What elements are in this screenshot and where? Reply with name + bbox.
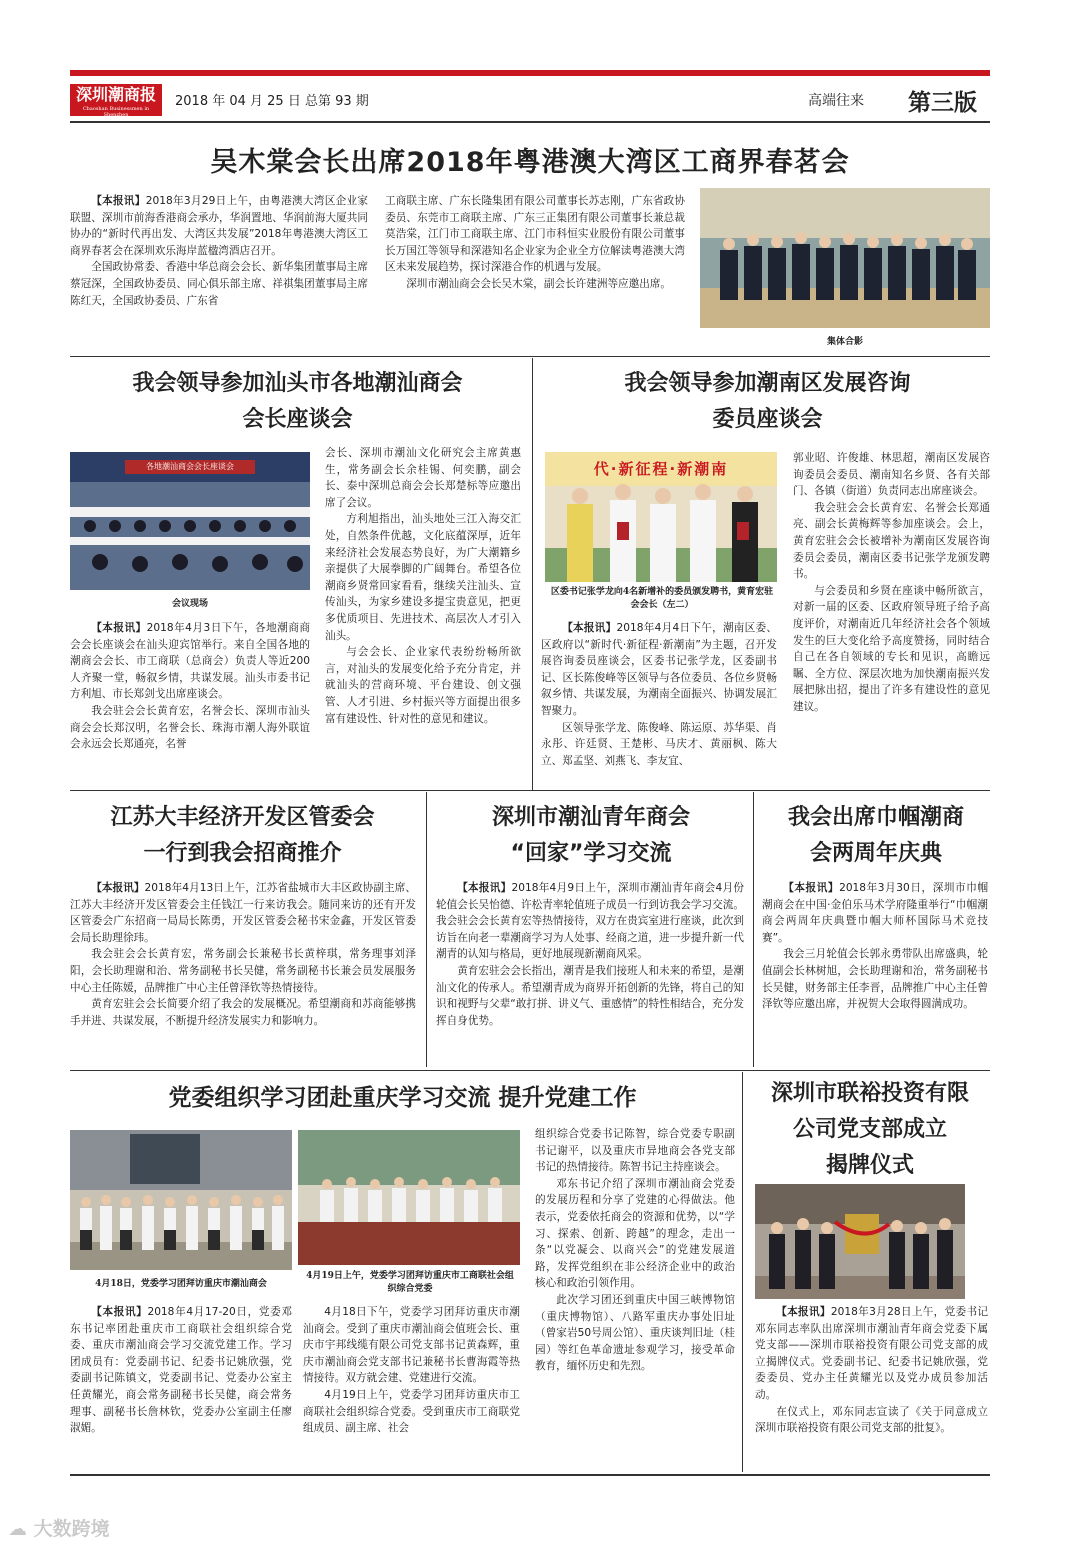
article-5-paragraph: 2018年4月9日上午，深圳市潮汕青年商会4月份轮值会长吴怡德、许松青率轮值班子成员一行到访我会学习交流。我会驻会会长黄育宏等热情接待，双方在贵宾室进行座谈，此次到访旨在向老一辈潮商学习为人处事、经商之道，进一步提升新一代潮青的认知与格局，更好地展现新潮商风采。 <box>436 882 744 961</box>
byline-tag: 【本报讯】 <box>562 622 617 634</box>
article-7-paragraph: 此次学习团还到重庆中国三峡博物馆（重庆博物馆）、八路军重庆办事处旧址（曾家岩50号周公馆）、重庆谈判旧址（桂园）等红色革命遗址参观学习，接受革命教育，缅怀历史和先烈。 <box>535 1293 735 1373</box>
article-6-paragraph: 我会三月轮值会长郭永勇带队出席盛典，轮值副会长林树旭，会长助理谢和治，常务副秘书长吴健，财务部主任李晋，品牌推广中心主任曾泽钦等应邀出席，并祝贺大会取得圆满成功。 <box>762 948 988 1011</box>
article-4-paragraph: 我会驻会会长黄育宏，常务副会长兼秘书长黄梓琪，常务理事刘泽阳，会长助理谢和治、常务副秘书长吴健，常务副秘书长兼会员发展服务中心主任陈媛，品牌推广中心主任曾泽钦等热情接待。 <box>70 948 416 994</box>
header-red-bar <box>70 70 990 76</box>
watermark-icon: ☁ <box>8 1518 34 1540</box>
headline-line: 深圳市潮汕青年商会 <box>491 805 690 830</box>
ceremony-photo-caption: 区委书记张学龙向4名新增补的委员颁发聘书，黄育宏驻会会长（左二） <box>550 587 774 610</box>
meeting-photo <box>70 452 310 590</box>
group-photo-caption: 集体合影 <box>826 337 863 347</box>
masthead-subtitle: Chaoshan Businessmen in Shenzhen <box>82 106 150 118</box>
article-7-paragraph: 4月19日上午，党委学习团拜访重庆市工商联社会组织综合党委。受到重庆市工商联党组成员、副主席、社会 <box>303 1388 520 1435</box>
ceremony-photo <box>545 452 777 582</box>
byline-tag: 【本报讯】 <box>91 622 147 634</box>
column-rule <box>532 358 533 790</box>
chongqing-visit-photo-2 <box>298 1130 520 1265</box>
column-rule <box>426 792 427 1067</box>
article-1-paragraph: 深圳市潮汕商会会长吴木棠，副会长许建洲等应邀出席。 <box>406 277 672 290</box>
article-3-column-2 <box>793 450 990 785</box>
article-4-body <box>70 880 416 1065</box>
section-rule <box>70 356 990 357</box>
headline-line: 会长座谈会 <box>242 407 353 432</box>
article-7-paragraph: 组织综合党委书记陈智，综合党委专职副书记谢平，以及重庆市异地商会各党支部书记的热情接待。陈智书记主持座谈会。 <box>535 1128 735 1174</box>
meeting-banner-text: 各地潮汕商会会长座谈会 <box>146 462 234 471</box>
article-3-column-1 <box>541 620 777 785</box>
article-3-paragraph: 我会驻会会长黄育宏、名誉会长郑通亮、副会长黄梅辉等参加座谈会。会上，黄育宏驻会会长被增补为潮南区发展咨询委员会委员，潮南区委书记张学龙颁发聘书。 <box>793 501 990 581</box>
article-2-paragraph: 会长、深圳市潮汕文化研究会主席黄惠生，常务副会长余桂锡、何奕鹏，副会长、泰中深圳总商会会长郑楚标等应邀出席了会议。 <box>325 447 521 509</box>
article-4-paragraph: 2018年4月13日上午，江苏省盐城市大丰区政协副主席、江苏大丰经济开发区管委会主任钱江一行来访我会。随同来访的还有开发区管委会广东招商一局局长陈勇，开发区管委会秘书宋金鑫，开发区管委会局长助理徐玮。 <box>70 882 416 944</box>
article-7-column-2 <box>303 1304 520 1469</box>
byline-tag: 【本报讯】 <box>783 882 840 894</box>
chongqing-visit-photo-1 <box>70 1130 292 1270</box>
article-2-paragraph: 2018年4月3日下午，各地潮商商会会长座谈会在汕头迎宾馆举行。来自全国各地的潮商会会长、市工商联（总商会）负责人等近200人齐聚一堂，畅叙乡情，共谋发展。汕头市委书记方利旭、市长郑剑戈出席座谈会。 <box>70 622 310 701</box>
headline-line: 一行到我会招商推介 <box>143 841 342 866</box>
article-6-paragraph: 2018年3月30日，深圳市巾帼潮商会在中国·金伯乐马术学府隆重举行“巾帼潮商会两周年庆典暨巾帼大师杯国际马术竞技赛”。 <box>762 882 988 944</box>
watermark-text: 大数跨境 <box>33 1518 110 1540</box>
article-8-headline <box>750 1076 990 1184</box>
headline-line: 江苏大丰经济开发区管委会 <box>110 805 375 830</box>
article-3-paragraph: 与会委员和乡贤在座谈中畅所欲言，对新一届的区委、区政府领导班子给予高度评价，对潮南近几年经济社会各个领域发生的巨大变化给予高度赞扬，同时结合自己在各自领域的专长和见识，高瞻远瞩、全方位、深层次地为加快潮南振兴发展把脉出招，提出了许多有建设性的意见建议。 <box>793 584 990 713</box>
byline-tag: 【本报讯】 <box>91 1306 148 1318</box>
watermark <box>8 1514 110 1541</box>
header-rule <box>70 121 990 123</box>
headline-line: 我会出席巾帼潮商 <box>787 805 964 830</box>
article-4-headline <box>70 800 415 872</box>
column-rule <box>742 1072 743 1472</box>
article-1-paragraph: 工商联主席、广东长隆集团有限公司董事长苏志刚，广东省政协委员、东莞市工商联主席、广东三正集团有限公司董事长兼总裁莫浩棠，江门市工商联主席、江门市科恒实业股份有限公司董事长万国江等领导和深港知名企业家为企业全方位解读粤港澳大湾区未来发展趋势，探讨深港合作的机遇与发展。 <box>385 195 685 274</box>
unveiling-photo <box>755 1184 965 1299</box>
article-3-paragraph: 2018年4月4日下午，潮南区委、区政府以“新时代·新征程·新潮南”为主题，召开发展咨询委员座谈会，区委书记张学龙，区委副书记、区长陈俊峰等区领导与各位委员、各位乡贤畅叙乡情、共谋发展，为潮南全面振兴、协调发展汇智聚力。 <box>541 622 777 717</box>
article-8-paragraph: 2018年3月28日上午，党委书记邓东同志率队出席深圳市潮汕青年商会党委下属党支部——深圳市联裕投资有限公司党支部的成立揭牌仪式。党委副书记、纪委书记姚欣强，党委委员、党办主任黄耀光以及党办成员参加活动。 <box>755 1306 988 1401</box>
section-rule <box>70 1070 990 1071</box>
headline-line: 公司党支部成立 <box>792 1117 947 1142</box>
article-6-headline <box>762 800 990 872</box>
ceremony-banner-text: 代·新征程·新潮南 <box>593 460 729 478</box>
article-2-column-2 <box>325 445 521 787</box>
group-photo <box>700 188 990 328</box>
byline-tag: 【本报讯】 <box>91 882 145 894</box>
byline-tag: 【本报讯】 <box>91 195 146 207</box>
article-8-paragraph: 在仪式上，邓东同志宣读了《关于同意成立深圳市联裕投资有限公司党支部的批复》。 <box>755 1405 988 1435</box>
headline-line: 我会领导参加汕头市各地潮汕商会 <box>132 371 463 396</box>
footer-rule <box>70 1474 990 1476</box>
page-number: 第三版 <box>908 90 977 116</box>
headline-line: 委员座谈会 <box>712 407 823 432</box>
chongqing-photo-2-caption: 4月19日上午，党委学习团拜访重庆市工商联社会组织综合党委 <box>306 1271 514 1294</box>
article-3-paragraph: 区领导张学龙、陈俊峰、陈运原、苏华渠、肖永彤、许廷贤、王楚彬、马庆才、黄丽枫、陈大立、郑孟坚、刘燕飞、李友宜、 <box>541 721 777 767</box>
article-8-body <box>755 1304 988 1469</box>
masthead-title: 深圳潮商报 <box>75 85 156 104</box>
article-1-headline: 吴木棠会长出席2018年粤港澳大湾区工商界春茗会 <box>210 147 850 178</box>
headline-line: 揭牌仪式 <box>825 1153 914 1178</box>
article-3-headline <box>545 366 990 438</box>
article-2-paragraph: 与会会长、企业家代表纷纷畅所欲言，对汕头的发展变化给予充分肯定，并就汕头的营商环境、平台建设、创文强管、人才引进、乡村振兴等方面提出很多富有建设性、针对性的意见和建议。 <box>325 646 521 725</box>
headline-line: “回家”学习交流 <box>510 841 672 866</box>
column-rule <box>753 792 754 1067</box>
article-7-paragraph: 邓东书记介绍了深圳市潮汕商会党委的发展历程和分享了党建的心得做法。他表示，党委依托商会的资源和优势，以“学习、探索、创新、跨越”的理念，走出一条“以党凝会、以商兴会”的党建发展道路，发挥党组织在非公经济企业中的政治核心和政治引领作用。 <box>535 1177 735 1290</box>
headline-line: 我会领导参加潮南区发展咨询 <box>624 371 911 396</box>
article-2-paragraph: 方利旭指出，汕头地处三江入海交汇处，自然条件优越，文化底蕴深厚，近年来经济社会发展态势良好，为广大潮籍乡亲提供了大展拳脚的广阔舞台。希望各位潮商乡贤常回家看看，继续关注汕头、宣传汕头，为家乡建设多提宝贵意见，把更多优质项目、先进技术、高层次人才引入汕头。 <box>325 513 521 642</box>
article-1-paragraph: 全国政协常委、香港中华总商会会长、新华集团董事局主席蔡冠深，全国政协委员、同心俱乐部主席、祥祺集团董事局主席陈红天，全国政协委员、广东省 <box>70 261 368 307</box>
byline-tag: 【本报讯】 <box>457 882 512 894</box>
section-name: 高端往来 <box>808 93 864 109</box>
article-7-paragraph: 2018年4月17-20日，党委邓东书记率团赴重庆市工商联社会组织综合党委、重庆市潮汕商会学习交流党建工作。学习团成员有：党委副书记、纪委书记姚欣强，党委副书记陈镇文，党委副书记、党委办公室主任黄耀光，商会常务副秘书长吴健，商会常务理事、副秘书长詹林钦，党委办公室副主任廖淑媚。 <box>70 1306 292 1435</box>
article-3-paragraph: 郭业昭、许俊雄、林思超，潮南区发展咨询委员会委员、潮南知名乡贤、各有关部门、各镇（街道）负责同志出席座谈会。 <box>793 452 990 498</box>
article-7-column-1 <box>70 1304 292 1469</box>
article-6-body <box>762 880 988 1065</box>
article-1-column-1 <box>70 193 368 343</box>
article-5-body <box>436 880 744 1065</box>
chongqing-photo-1-caption: 4月18日，党委学习团拜访重庆市潮汕商会 <box>95 1279 267 1289</box>
masthead-logo <box>70 84 162 116</box>
article-4-paragraph: 黄育宏驻会会长简要介绍了我会的发展概况。希望潮商和苏商能够携手并进、共谋发展，不断提升经济发展实力和影响力。 <box>70 998 416 1027</box>
headline-line: 深圳市联裕投资有限 <box>770 1081 969 1106</box>
article-1-paragraph: 2018年3月29日上午，由粤港澳大湾区企业家联盟、深圳市前海香港商会承办，华润置地、华润前海大厦共同协办的“新时代再出发、大湾区共发展”2018年粤港澳大湾区工商界春茗会在深圳欢乐海岸蓝楹湾酒店召开。 <box>70 195 368 257</box>
article-1-column-2 <box>385 193 685 343</box>
article-2-column-1 <box>70 620 310 785</box>
article-2-paragraph: 我会驻会会长黄育宏，名誉会长、深圳市汕头商会会长郑汉明，名誉会长、珠海市潮人海外联谊会永远会长郑通亮，名誉 <box>70 704 310 751</box>
article-5-paragraph: 黄育宏驻会会长指出，潮青是我们接班人和未来的希望，是潮汕文化的传承人。希望潮青成为商界开拓创新的先锋，将自己的知识和视野与父辈“敢打拼、讲义气、重感情”的特性相结合，充分发挥自身优势。 <box>436 964 744 1027</box>
byline-tag: 【本报讯】 <box>776 1306 831 1318</box>
issue-dateline: 2018 年 04 月 25 日 总第 93 期 <box>175 94 369 109</box>
meeting-photo-caption: 会议现场 <box>171 599 208 609</box>
article-7-headline: 党委组织学习团赴重庆学习交流 提升党建工作 <box>168 1085 637 1111</box>
article-2-headline <box>70 366 525 438</box>
article-7-column-3 <box>535 1126 735 1469</box>
headline-line: 会两周年庆典 <box>809 841 942 866</box>
article-5-headline <box>436 800 746 872</box>
section-rule <box>70 790 990 791</box>
article-7-paragraph: 4月18日下午，党委学习团拜访重庆市潮汕商会。受到了重庆市潮汕商会值班会长、重庆市宇邦线缆有限公司党支部书记黄森辉，重庆市潮汕商会党支部书记兼秘书长曹海霞等热情接待。双方就会建、党建进行交流。 <box>303 1306 520 1385</box>
